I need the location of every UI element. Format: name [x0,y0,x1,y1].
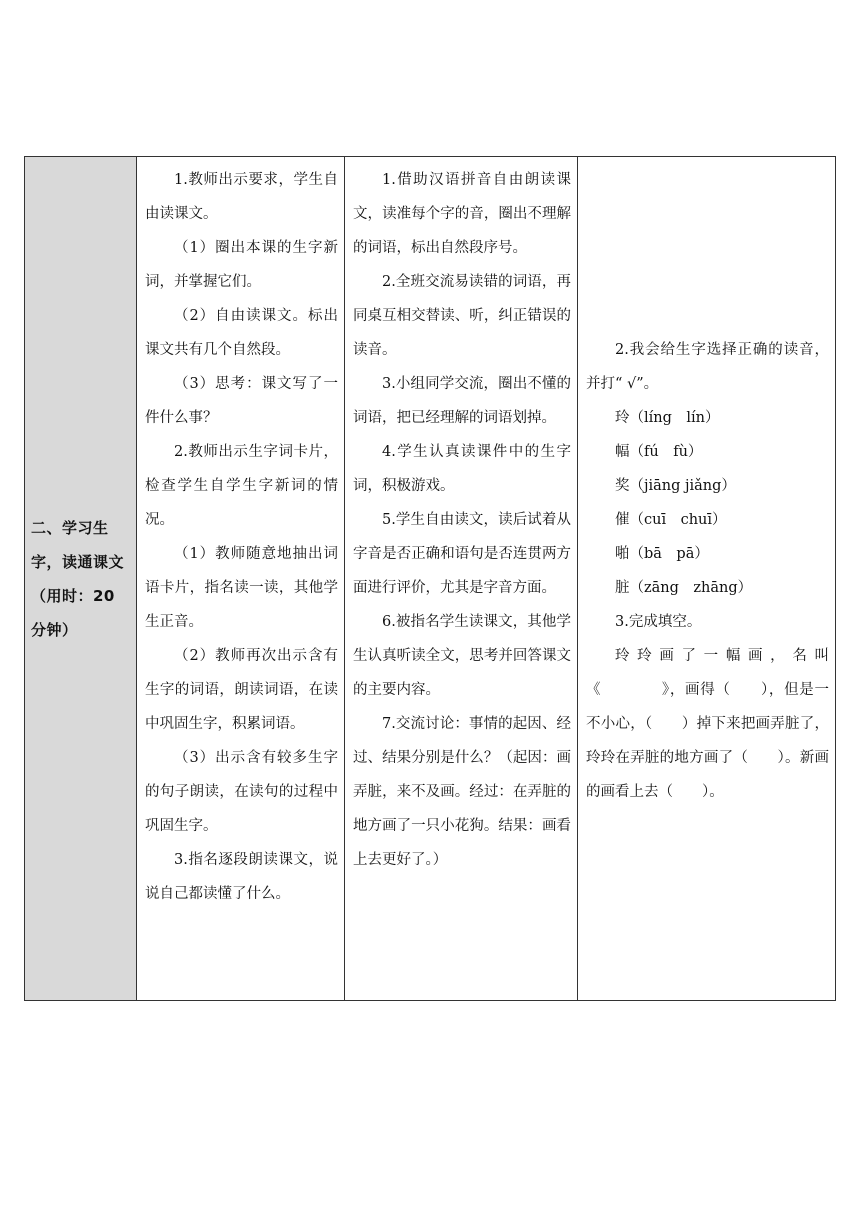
teacher-activity-item: 1.教师出示要求，学生自由读课文。 [145,172,338,222]
student-activity-item: 2.全班交流易读错的词语，再同桌互相交替读、听，纠正错误的读音。 [353,274,571,358]
teacher-activity-item: （3）思考：课文写了一件什么事？ [145,376,338,426]
student-activity-item: 3.小组同学交流，圈出不懂的词语，把已经理解的词语划掉。 [353,376,571,426]
pronunciation-item: 幅（fú fù） [615,444,703,460]
teacher-activity-item: 2.教师出示生字词卡片，检查学生自学生字新词的情况。 [145,444,338,528]
pronunciation-item: 啪（bā pā） [615,546,709,562]
teacher-activity-item: （1）圈出本课的生字新词，并掌握它们。 [145,240,338,290]
pronunciation-item: 催（cuī chuī） [615,512,727,528]
teacher-activity-item: （2）教师再次出示含有生字的词语，朗读词语，在读中巩固生字，积累词语。 [145,648,338,732]
pronunciation-item: 脏（zāng zhāng） [615,580,753,596]
student-activity-item: 1.借助汉语拼音自由朗读课文，读准每个字的音，圈出不理解的词语，标出自然段序号。 [353,172,571,256]
stage-label-cell [25,157,137,1001]
teacher-activity-item: 3.指名逐段朗读课文，说说自己都读懂了什么。 [145,852,338,902]
pronunciation-item: 玲（líng lín） [615,410,720,426]
table-row [25,157,836,1001]
fill-text: 玲玲画了一幅画，名叫《 》，画得（ ），但是一不小心，（ ）掉下来把画弄脏了，玲玲在弄脏的地方画了（ ）。新画的画看上去（ ）。 [586,648,829,800]
teacher-activities-cell [137,157,345,1001]
stage-label: 二、学习生字，读通课文（用时：20分钟） [31,518,125,639]
exercises-cell [578,157,836,1001]
exercise-spacer [586,163,829,333]
student-activities-cell [345,157,578,1001]
student-activity-item: 6.被指名学生读课文，其他学生认真听读全文，思考并回答课文的主要内容。 [353,614,571,698]
teacher-activity-item: （3）出示含有较多生字的句子朗读，在读句的过程中巩固生字。 [145,750,338,834]
student-activity-item: 5.学生自由读文，读后试着从字音是否正确和语句是否连贯两方面进行评价，尤其是字音方面。 [353,512,571,596]
pronunciation-list [586,401,829,605]
pronunciation-title: 2.我会给生字选择正确的读音，并打“ √”。 [586,342,829,392]
fill-title: 3.完成填空。 [615,614,702,630]
exercises [578,157,835,809]
pronunciation-item: 奖（jiāng jiǎng） [615,478,736,494]
teacher-activity-item: （1）教师随意地抽出词语卡片，指名读一读，其他学生正音。 [145,546,338,630]
teacher-activity-item: （2）自由读课文。标出课文共有几个自然段。 [145,308,338,358]
lesson-plan-table [24,156,836,1001]
teacher-activities [137,157,344,911]
student-activity-item: 4.学生认真读课件中的生字词，积极游戏。 [353,444,571,494]
student-activities [345,157,577,877]
student-activity-item: 7.交流讨论：事情的起因、经过、结果分别是什么？（起因：画弄脏，来不及画。经过：在弄脏的地方画了一只小花狗。结果：画看上去更好了。） [353,716,571,868]
